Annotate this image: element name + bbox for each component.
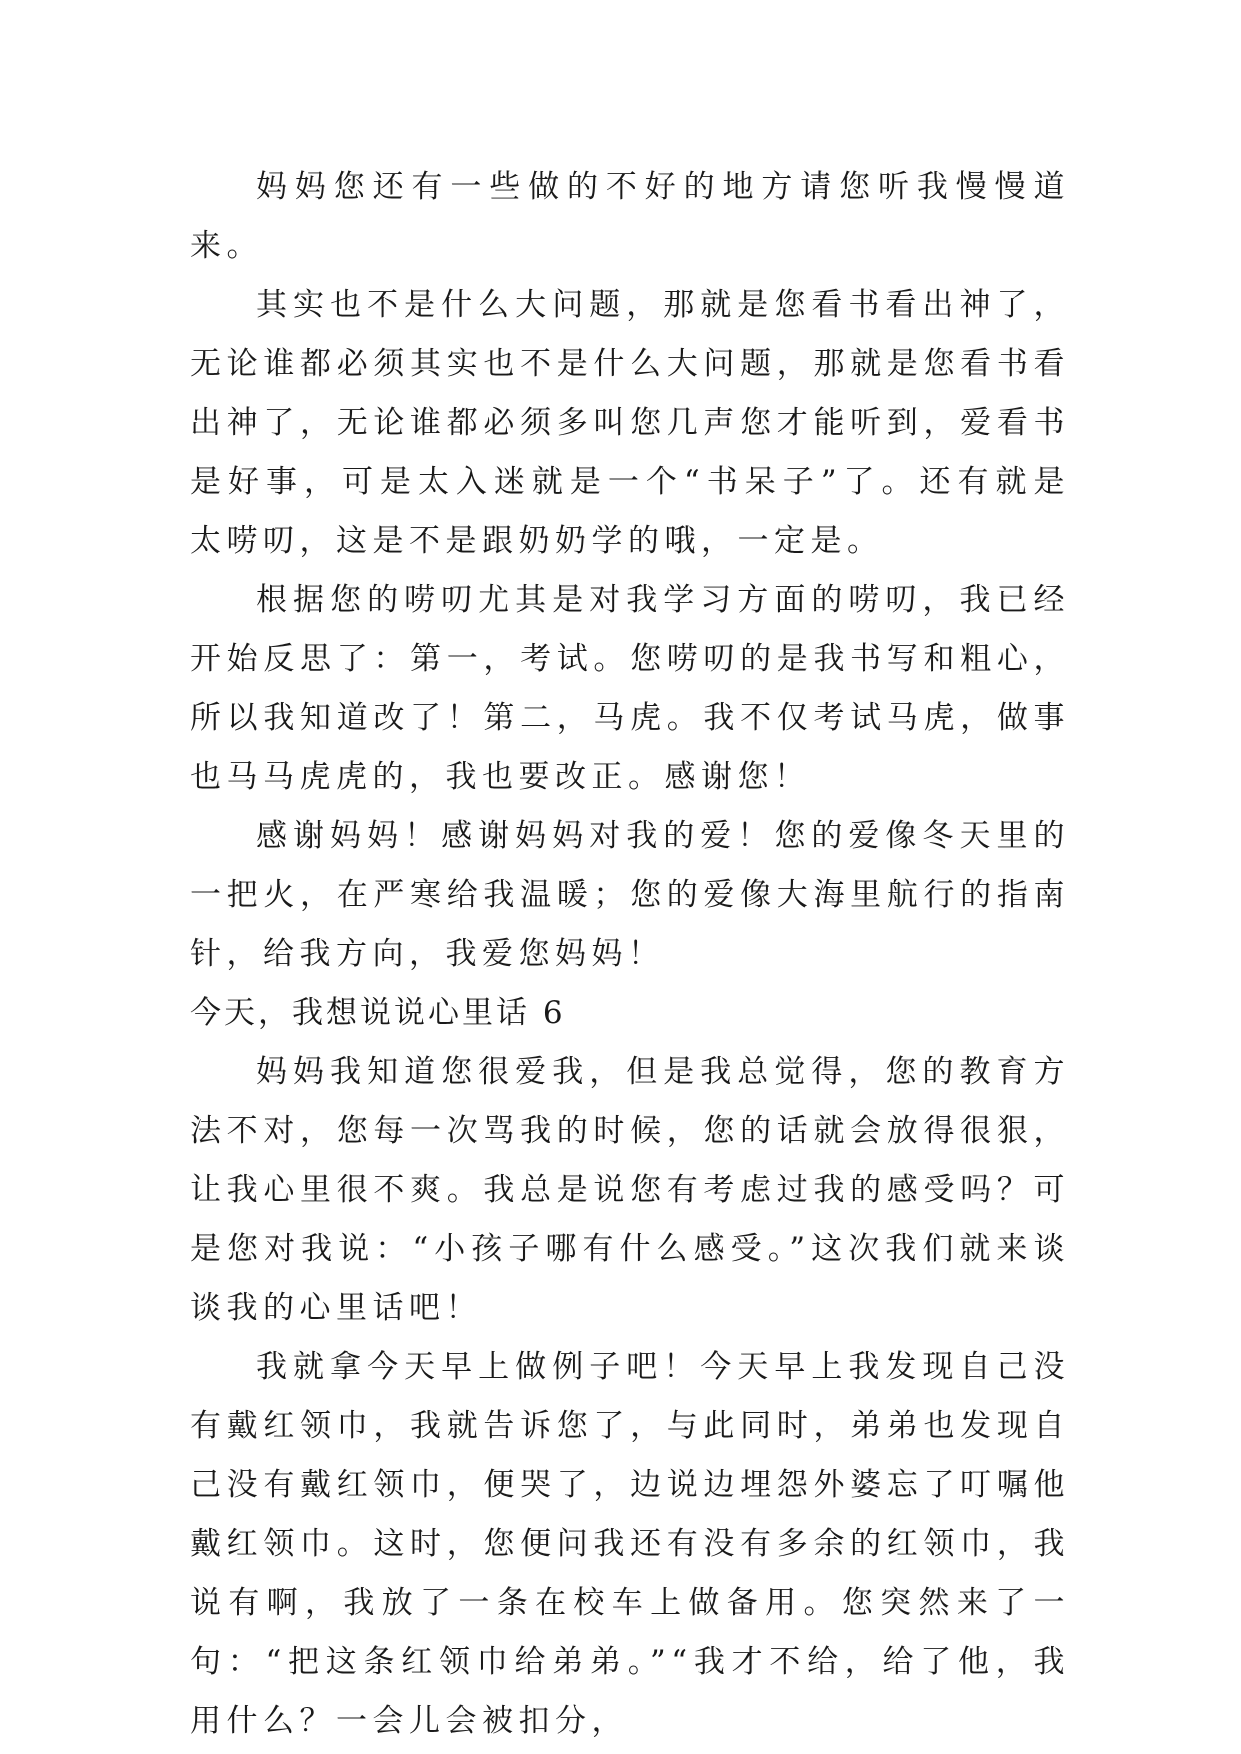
paragraph-4: 感谢妈妈！感谢妈妈对我的爱！您的爱像冬天里的一把火，在严寒给我温暖；您的爱像大海里航行的指南针，给我方向，我爱您妈妈！ [190, 818, 1070, 972]
paragraph-6: 我就拿今天早上做例子吧！今天早上我发现自己没有戴红领巾，我就告诉您了，与此同时，弟弟也发现自己没有戴红领巾，便哭了，边说边埋怨外婆忘了叮嘱他戴红领巾。这时，您便问我还有没有多余的红领巾，我说有啊，我放了一条在校车上做备用。您突然来了一句：“把这条红领巾给弟弟。”“我才不给，给了他，我用什么？一会儿会被扣分， [190, 1349, 1070, 1739]
paragraph-5: 妈妈我知道您很爱我，但是我总觉得，您的教育方法不对，您每一次骂我的时候，您的话就会放得很狠，让我心里很不爽。我总是说您有考虑过我的感受吗？可是您对我说：“小孩子哪有什么感受。”这次我们就来谈谈我的心里话吧！ [190, 1054, 1070, 1326]
paragraph-3: 根据您的唠叨尤其是对我学习方面的唠叨，我已经开始反思了：第一，考试。您唠叨的是我书写和粗心，所以我知道改了！第二，马虎。我不仅考试马虎，做事也马马虎虎的，我也要改正。感谢您！ [190, 582, 1070, 795]
paragraph-1: 妈妈您还有一些做的不好的地方请您听我慢慢道来。 [190, 169, 1070, 264]
document-page [190, 158, 1070, 1751]
section-heading: 今天，我想说说心里话 6 [190, 995, 566, 1031]
paragraph-2: 其实也不是什么大问题，那就是您看书看出神了，无论谁都必须其实也不是什么大问题，那就是您看书看出神了，无论谁都必须多叫您几声您才能听到，爱看书是好事，可是太入迷就是一个“书呆子”了。还有就是太唠叨，这是不是跟奶奶学的哦，一定是。 [190, 287, 1070, 559]
